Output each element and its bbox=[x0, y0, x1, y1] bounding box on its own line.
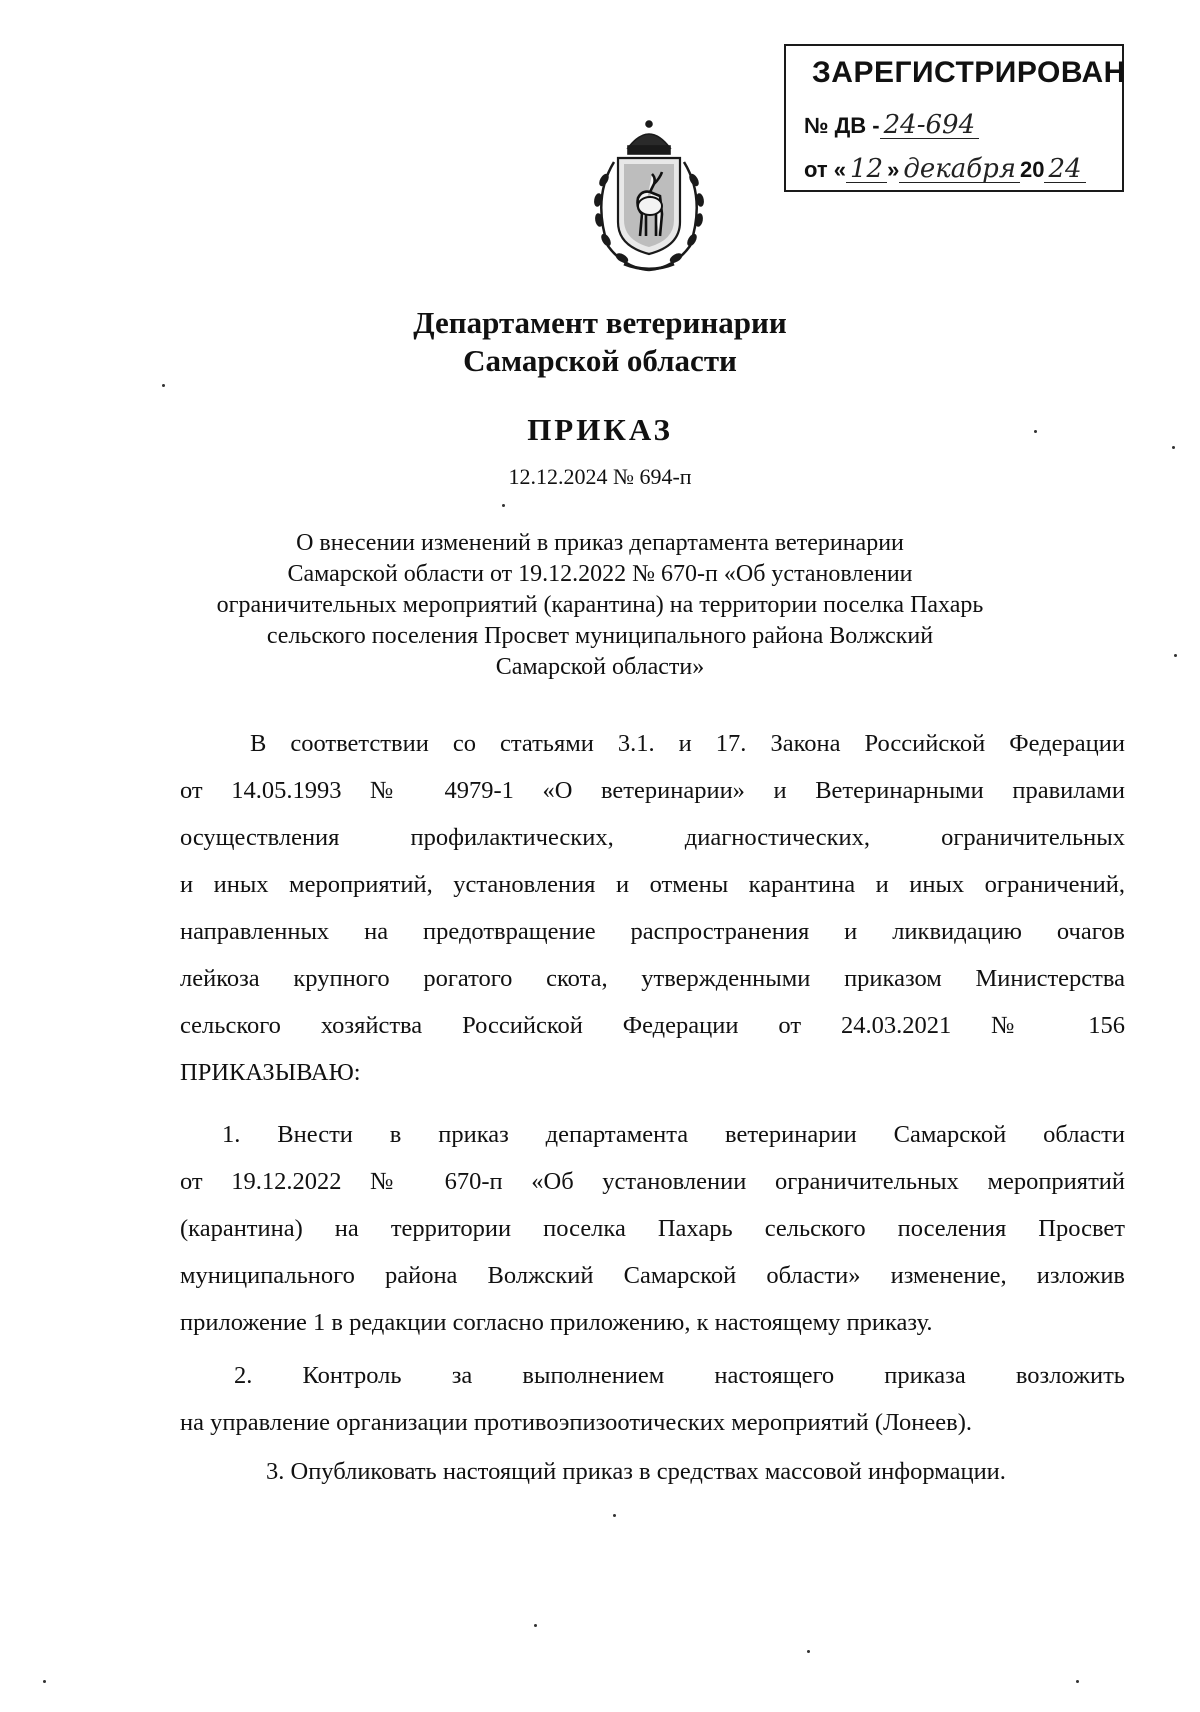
subject-line: сельского поселения Просвет муниципального района Волжский bbox=[266, 623, 934, 649]
subject-line: Самарской области» bbox=[495, 654, 705, 680]
order-number: 12.12.2024 № 694-п bbox=[508, 464, 692, 489]
preamble-line: лейкоза крупного рогатого скота, утвержденными приказом Министерства bbox=[180, 965, 1125, 992]
item-2-line: на управление организации противоэпизоотических мероприятий (Лонеев). bbox=[180, 1409, 973, 1436]
item-1-line: (карантина) на территории поселка Пахарь сельского поселения Просвет bbox=[180, 1215, 1125, 1242]
stamp-title: ЗАРЕГИСТРИРОВАН bbox=[812, 56, 1126, 89]
preamble-line: В соответствии со статьями 3.1. и 17. Закона Российской Федерации bbox=[250, 730, 1125, 757]
scan-speck bbox=[1172, 446, 1175, 449]
subject-line: ограничительных мероприятий (карантина) на территории поселка Пахарь bbox=[216, 592, 984, 618]
scan-speck bbox=[1174, 654, 1177, 657]
stamp-date bbox=[804, 156, 1086, 183]
stamp-date-mid: » bbox=[887, 157, 900, 182]
scan-speck bbox=[43, 1680, 46, 1683]
order-subject bbox=[170, 528, 1030, 683]
stamp-date-day: 12 bbox=[846, 156, 887, 183]
preamble-line: от 14.05.1993 № 4979-1 «О ветеринарии» и Ветеринарными правилами bbox=[180, 777, 1125, 804]
item-3-line: 3. Опубликовать настоящий приказ в средствах массовой информации. bbox=[266, 1458, 1006, 1485]
preamble-paragraph bbox=[180, 720, 1125, 1096]
preamble-line: сельского хозяйства Российской Федерации от 24.03.2021 № 156 bbox=[180, 1012, 1125, 1039]
stamp-number-handwritten: 24-694 bbox=[880, 112, 980, 139]
scan-speck bbox=[1076, 1680, 1079, 1683]
scan-speck bbox=[534, 1624, 537, 1627]
scan-speck bbox=[1034, 430, 1037, 433]
stamp-number-prefix: № ДВ - bbox=[804, 113, 880, 138]
preamble-line: направленных на предотвращение распространения и ликвидацию очагов bbox=[180, 918, 1125, 945]
scan-speck bbox=[502, 504, 505, 507]
item-1-line: от 19.12.2022 № 670-п «Об установлении ограничительных мероприятий bbox=[180, 1168, 1125, 1195]
scan-speck bbox=[162, 384, 165, 387]
scan-speck bbox=[807, 1650, 810, 1653]
order-title: ПРИКАЗ bbox=[527, 412, 673, 447]
item-2-paragraph bbox=[180, 1352, 1125, 1446]
item-1-line: 1. Внести в приказ департамента ветеринарии Самарской области bbox=[222, 1121, 1125, 1148]
stamp-date-prefix: от « bbox=[804, 157, 847, 182]
item-3-paragraph bbox=[180, 1448, 1125, 1495]
stamp-date-year: 24 bbox=[1044, 156, 1085, 183]
subject-line: О внесении изменений в приказ департамента ветеринарии bbox=[296, 530, 904, 556]
department-name bbox=[150, 304, 1050, 380]
preamble-line: осуществления профилактических, диагностических, ограничительных bbox=[180, 824, 1125, 851]
registration-stamp bbox=[784, 44, 1124, 192]
stamp-number bbox=[804, 112, 979, 139]
subject-line: Самарской области от 19.12.2022 № 670-п «Об установлении bbox=[287, 561, 913, 587]
item-1-line: муниципального района Волжский Самарской области» изменение, изложив bbox=[180, 1262, 1125, 1289]
samara-coat-of-arms-icon bbox=[584, 118, 714, 276]
scan-speck bbox=[613, 1514, 616, 1517]
stamp-date-year-prefix: 20 bbox=[1019, 157, 1045, 182]
preamble-line: и иных мероприятий, установления и отмены карантина и иных ограничений, bbox=[180, 871, 1125, 898]
stamp-date-month: декабря bbox=[899, 156, 1020, 183]
item-1-paragraph bbox=[180, 1111, 1125, 1346]
preamble-line: ПРИКАЗЫВАЮ: bbox=[180, 1059, 361, 1086]
item-2-line: 2. Контроль за выполнением настоящего приказа возложить bbox=[234, 1362, 1125, 1389]
item-1-line: приложение 1 в редакции согласно приложению, к настоящему приказу. bbox=[180, 1309, 933, 1336]
department-line-2: Самарской области bbox=[463, 343, 737, 378]
department-line-1: Департамент ветеринарии bbox=[413, 305, 787, 340]
